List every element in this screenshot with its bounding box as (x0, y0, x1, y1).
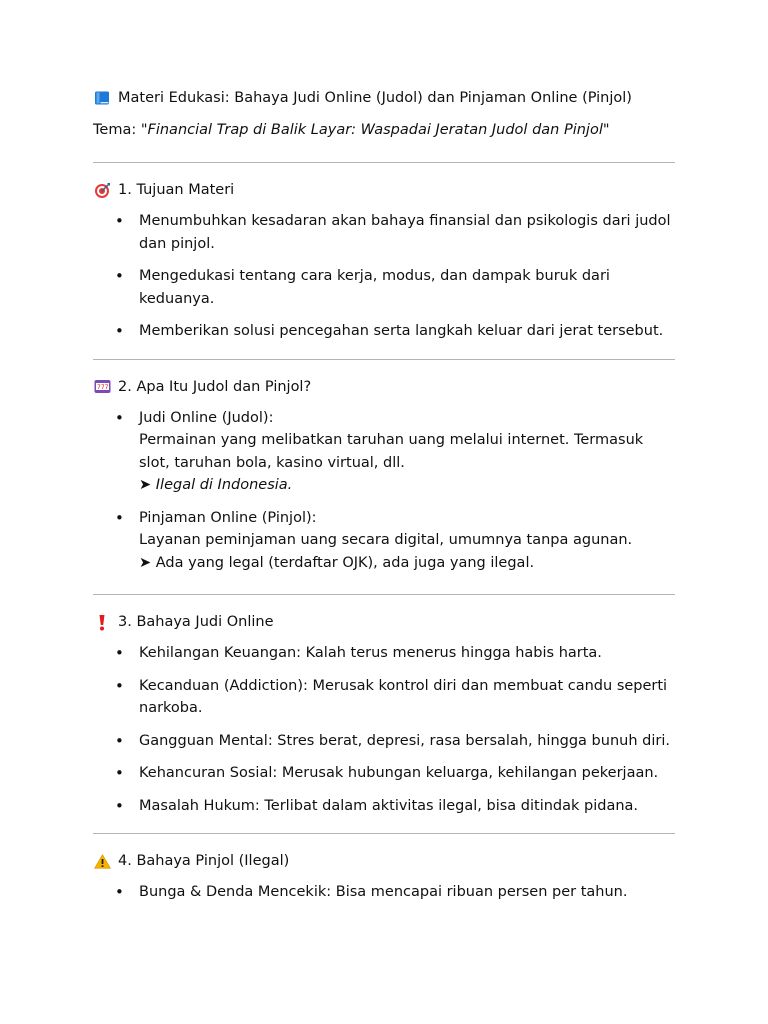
document-body (93, 86, 675, 904)
definition-note: ➤ Ada yang legal (terdaftar OJK), ada juga yang ilegal. (139, 554, 535, 571)
definition-description: Layanan peminjaman uang secara digital, umumnya tanpa agunan. (139, 532, 633, 548)
section-heading-text: 3. Bahaya Judi Online (118, 614, 274, 630)
list-item: • Memberikan solusi pencegahan serta langkah keluar dari jerat tersebut. (115, 322, 664, 340)
theme-label: Tema: (93, 122, 137, 138)
bahaya-pinjol-list (93, 881, 675, 904)
tujuan-list (93, 210, 675, 343)
definition-term: Judi Online (Judol): (139, 409, 274, 426)
definition-list (93, 407, 675, 575)
section-heading-apa-itu (93, 375, 675, 399)
section-heading-text: 2. Apa Itu Judol dan Pinjol? (118, 378, 312, 395)
bahaya-judol-list (93, 642, 675, 817)
definition-note: ➤ Ilegal di Indonesia. (139, 477, 293, 493)
slot-machine-icon (93, 378, 111, 396)
arrow-icon: ➤ (139, 554, 152, 571)
definition-term: Pinjaman Online (Pinjol): (139, 509, 317, 526)
list-item: • Kehancuran Sosial: Merusak hubungan keluarga, kehilangan pekerjaan. (115, 764, 659, 782)
list-item: • Bunga & Denda Mencekik: Bisa mencapai ribuan persen per tahun. (115, 883, 628, 901)
arrow-icon: ➤ (139, 477, 152, 493)
section-heading-text: 1. Tujuan Materi (118, 182, 235, 198)
divider (93, 594, 675, 595)
section-heading-tujuan (93, 178, 675, 202)
list-item: • Mengedukasi tentang cara kerja, modus, dan dampak buruk dari keduanya. (115, 267, 610, 307)
warning-icon (93, 852, 111, 870)
list-item-pinjol: • Pinjaman Online (Pinjol): Layanan peminjaman uang secara digital, umumnya tanpa agunan. ➤ Ada yang legal (terdaftar OJK), ada juga yang ilegal. (93, 507, 675, 575)
list-item: • Masalah Hukum: Terlibat dalam aktivitas ilegal, bisa ditindak pidana. (115, 796, 639, 815)
list-item: • Kehilangan Keuangan: Kalah terus menerus hingga habis harta. (115, 644, 602, 662)
blue-book-icon (93, 89, 111, 107)
theme-line (93, 118, 675, 142)
svg-text:777: 777 (96, 384, 108, 391)
list-item: • Gangguan Mental: Stres berat, depresi, rasa bersalah, hingga bunuh diri. (115, 731, 670, 750)
divider (93, 359, 675, 360)
red-exclamation-icon (93, 613, 111, 631)
list-item: • Menumbuhkan kesadaran akan bahaya finansial dan psikologis dari judol dan pinjol. (115, 212, 671, 252)
section-heading-text: 4. Bahaya Pinjol (Ilegal) (118, 853, 290, 869)
direct-hit-target-icon (93, 181, 111, 199)
document-title: Materi Edukasi: Bahaya Judi Online (Judol) dan Pinjaman Online (Pinjol) (118, 90, 632, 106)
divider (93, 833, 675, 834)
section-heading-bahaya-pinjol (93, 849, 675, 873)
document-title-line (93, 86, 675, 110)
section-heading-bahaya-judol (93, 610, 675, 634)
definition-description: Permainan yang melibatkan taruhan uang melalui internet. Termasuk slot, taruhan bola, kasino virtual, dll. (139, 432, 644, 471)
list-item-judol: • Judi Online (Judol): Permainan yang melibatkan taruhan uang melalui internet. Termasuk slot, taruhan bola, kasino virtual, dll. ➤ Ilegal di Indonesia. (93, 407, 675, 497)
theme-value: "Financial Trap di Balik Layar: Waspadai Jeratan Judol dan Pinjol" (140, 122, 610, 138)
divider (93, 162, 675, 163)
list-item: • Kecanduan (Addiction): Merusak kontrol diri dan membuat candu seperti narkoba. (115, 676, 668, 716)
